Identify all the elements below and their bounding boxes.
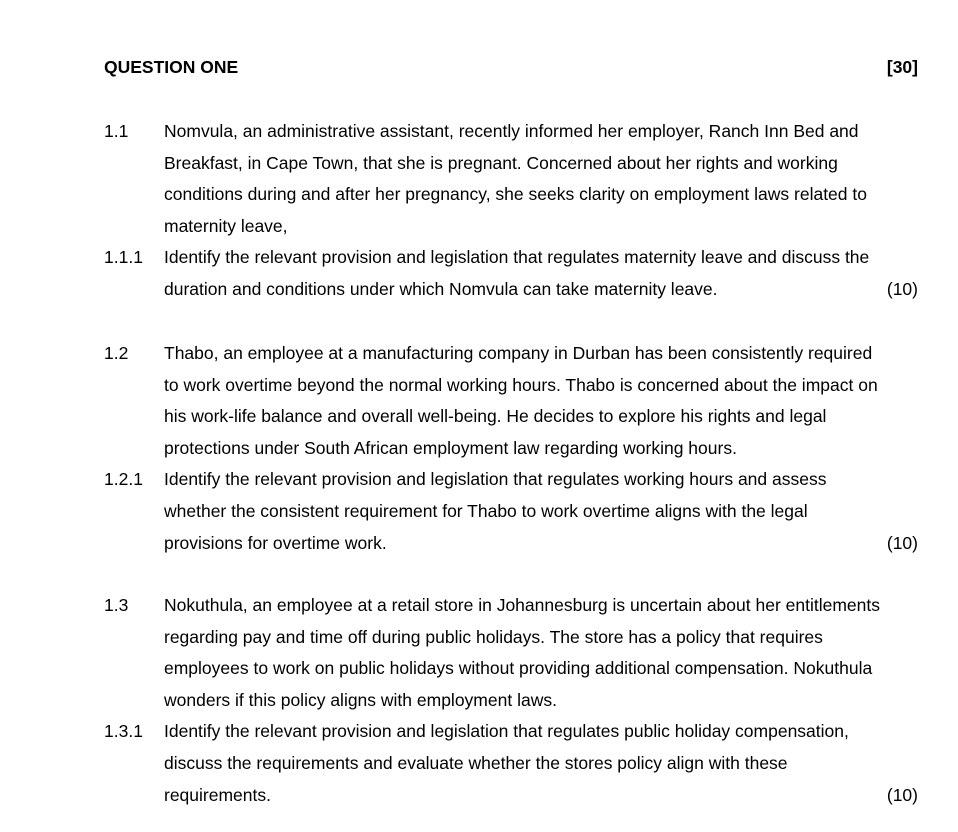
question-line <box>104 467 918 499</box>
question-line <box>104 404 918 436</box>
question-text: maternity leave, <box>164 215 288 236</box>
question-text: employees to work on public holidays without providing additional compensation. Nokuthula <box>164 658 873 679</box>
question-line <box>104 593 918 625</box>
question-line <box>104 214 918 246</box>
question-text: Identify the relevant provision and legislation that regulates maternity leave and discuss the <box>164 247 870 268</box>
question-line <box>104 436 918 468</box>
question-line <box>104 182 918 214</box>
question-text: Thabo, an employee at a manufacturing company in Durban has been consistently required <box>164 343 873 363</box>
question-marks: (10) <box>886 784 918 805</box>
question-line <box>104 688 918 720</box>
question-line <box>104 783 918 815</box>
question-line <box>104 119 918 151</box>
question-1-2 <box>104 341 918 562</box>
question-marks: (10) <box>886 278 918 299</box>
question-text: his work-life balance and overall well-being. He decides to explore his rights and legal <box>164 406 827 427</box>
question-line <box>104 719 918 751</box>
question-number: 1.3 <box>104 595 129 615</box>
question-marks: (10) <box>886 532 918 553</box>
total-marks: [30] <box>886 57 918 77</box>
question-line <box>104 245 918 277</box>
question-text: conditions during and after her pregnancy, she seeks clarity on employment laws related to <box>164 184 867 205</box>
question-line <box>104 499 918 531</box>
question-number: 1.2 <box>104 343 129 363</box>
question-number: 1.1 <box>104 121 129 141</box>
question-1-3 <box>104 593 918 814</box>
question-number: 1.1.1 <box>104 247 143 268</box>
question-text: wonders if this policy aligns with employment laws. <box>164 689 557 710</box>
question-text: Identify the relevant provision and legislation that regulates working hours and assess <box>164 469 827 490</box>
question-line <box>104 531 918 563</box>
question-1-1 <box>104 119 918 309</box>
question-line <box>104 151 918 183</box>
question-title: QUESTION ONE <box>104 57 239 77</box>
question-heading <box>104 57 918 79</box>
question-text: provisions for overtime work. <box>164 532 387 553</box>
question-line <box>104 277 918 309</box>
question-line <box>104 625 918 657</box>
question-text: to work overtime beyond the normal working hours. Thabo is concerned about the impact on <box>164 374 878 395</box>
question-text: protections under South African employment law regarding working hours. <box>164 437 737 458</box>
question-text: requirements. <box>164 784 271 805</box>
question-text: discuss the requirements and evaluate whether the stores policy align with these <box>164 752 788 773</box>
question-line <box>104 341 918 373</box>
question-text: Identify the relevant provision and legislation that regulates public holiday compensation, <box>164 721 849 742</box>
question-text: whether the consistent requirement for Thabo to work overtime aligns with the legal <box>164 500 808 521</box>
question-text: Nokuthula, an employee at a retail store in Johannesburg is uncertain about her entitlements <box>164 595 880 615</box>
question-text: regarding pay and time off during public holidays. The store has a policy that requires <box>164 626 823 647</box>
question-number: 1.3.1 <box>104 721 143 742</box>
question-line <box>104 751 918 783</box>
question-text: Nomvula, an administrative assistant, recently informed her employer, Ranch Inn Bed and <box>164 121 859 141</box>
question-text: Breakfast, in Cape Town, that she is pregnant. Concerned about her rights and working <box>164 152 838 173</box>
question-number: 1.2.1 <box>104 469 143 490</box>
question-text: duration and conditions under which Nomvula can take maternity leave. <box>164 278 718 299</box>
question-line <box>104 656 918 688</box>
question-line <box>104 373 918 405</box>
